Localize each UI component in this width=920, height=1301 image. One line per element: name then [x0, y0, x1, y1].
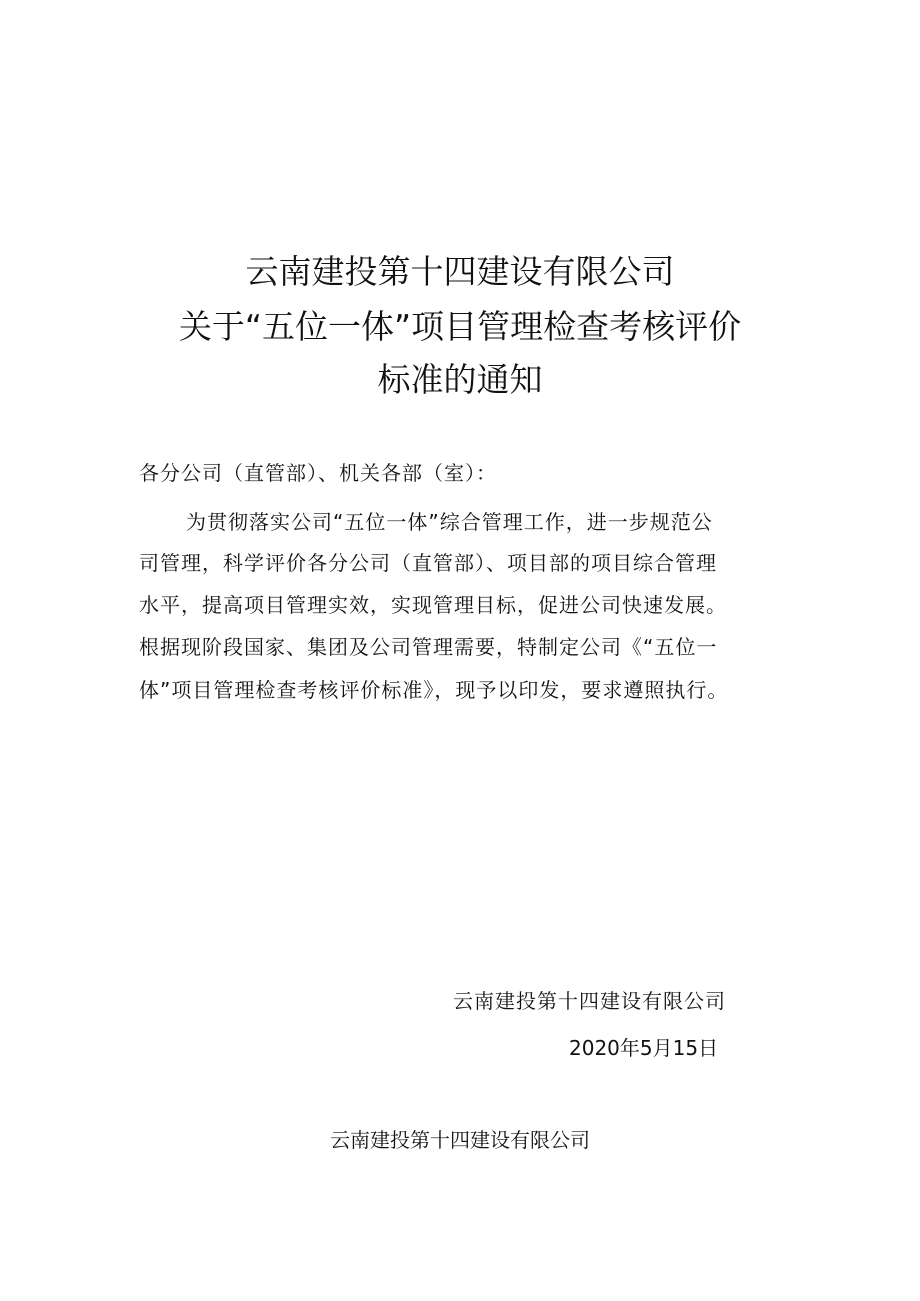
notice-title-line-1: 云南建投第十四建设有限公司 — [245, 252, 675, 291]
body-line: 水平，提高项目管理实效，实现管理目标，促进公司快速发展。 — [139, 593, 727, 617]
body-line: 体”项目管理检查考核评价标准》，现予以印发，要求遵照执行。 — [139, 678, 729, 702]
signature-organization: 云南建投第十四建设有限公司 — [453, 989, 726, 1013]
notice-title-line-2: 关于“五位一体”项目管理检查考核评价 — [178, 307, 742, 346]
body-line: 根据现阶段国家、集团及公司管理需要，特制定公司《“五位一 — [139, 635, 718, 659]
salutation: 各分公司（直管部）、机关各部（室）： — [139, 461, 497, 485]
body-line: 司管理，科学评价各分公司（直管部）、项目部的项目综合管理 — [139, 551, 717, 575]
notice-title-line-3: 标准的通知 — [377, 360, 543, 399]
body-line: 为贯彻落实公司“五位一体”综合管理工作，进一步规范公 — [186, 510, 713, 534]
footer-organization: 云南建投第十四建设有限公司 — [330, 1128, 590, 1152]
signature-date: 2020年5月15日 — [569, 1036, 719, 1060]
